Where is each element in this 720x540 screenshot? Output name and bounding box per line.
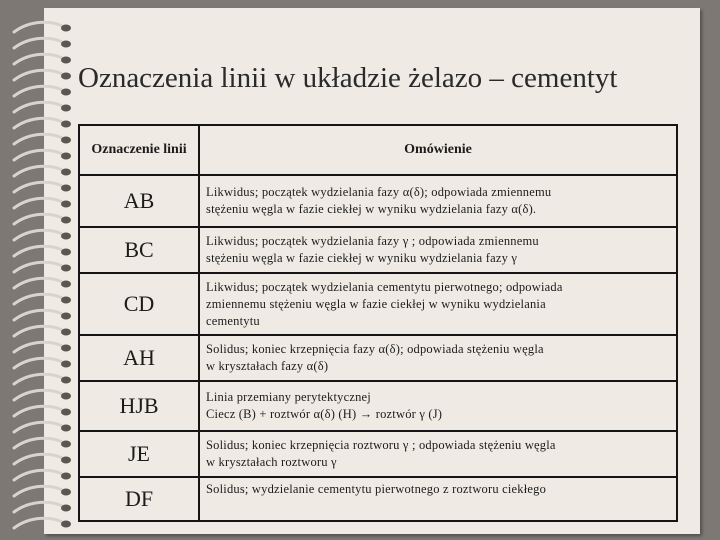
line-code: HJB [79, 381, 199, 431]
line-code: JE [79, 431, 199, 477]
line-description [199, 227, 677, 273]
line-description [199, 175, 677, 227]
table-row [79, 227, 677, 273]
table-row [79, 273, 677, 335]
description-line: Solidus; koniec krzepnięcia fazy α(δ); odpowiada stężeniu węgla [206, 342, 544, 356]
table-row [79, 335, 677, 381]
column-header-designation: Oznaczenie linii [79, 125, 199, 175]
line-code: AB [79, 175, 199, 227]
line-code: CD [79, 273, 199, 335]
page-title: Oznaczenia linii w układzie żelazo – cementyt [78, 62, 618, 94]
description-line: w kryształach roztworu γ [206, 455, 337, 469]
line-description [199, 381, 677, 431]
line-designations-table [78, 124, 678, 522]
line-description [199, 273, 677, 335]
table-row [79, 477, 677, 521]
line-description [199, 477, 677, 521]
line-code: BC [79, 227, 199, 273]
description-line: Ciecz (B) + roztwór α(δ) (H) → roztwór γ (J) [206, 407, 443, 421]
description-line: Likwidus; początek wydzielania fazy α(δ); odpowiada zmiennemu [206, 185, 552, 199]
line-code: AH [79, 335, 199, 381]
description-line: Likwidus; początek wydzielania fazy γ ; odpowiada zmiennemu [206, 234, 539, 248]
description-line: stężeniu węgla w fazie ciekłej w wyniku wydzielania fazy α(δ). [206, 202, 537, 216]
table-row [79, 175, 677, 227]
description-line: Likwidus; początek wydzielania cementytu pierwotnego; odpowiada [206, 279, 563, 294]
line-description [199, 335, 677, 381]
column-header-description: Omówienie [199, 125, 677, 175]
line-code: DF [79, 477, 199, 521]
description-line: Linia przemiany perytektycznej [206, 390, 371, 404]
table-row [79, 431, 677, 477]
description-line: zmiennemu stężeniu węgla w fazie ciekłej w wyniku wydzielania [206, 296, 546, 311]
description-line: w kryształach fazy α(δ) [206, 359, 329, 373]
table-header-row [79, 125, 677, 175]
description-line: cementytu [206, 313, 260, 328]
table-row [79, 381, 677, 431]
description-line: Solidus; wydzielanie cementytu pierwotnego z roztworu ciekłego [206, 482, 547, 496]
spiral-binding-icon [0, 0, 80, 540]
line-description [199, 431, 677, 477]
description-line: stężeniu węgla w fazie ciekłej w wyniku wydzielania fazy γ [206, 251, 518, 265]
description-line: Solidus; koniec krzepnięcia roztworu γ ; odpowiada stężeniu węgla [206, 438, 556, 452]
